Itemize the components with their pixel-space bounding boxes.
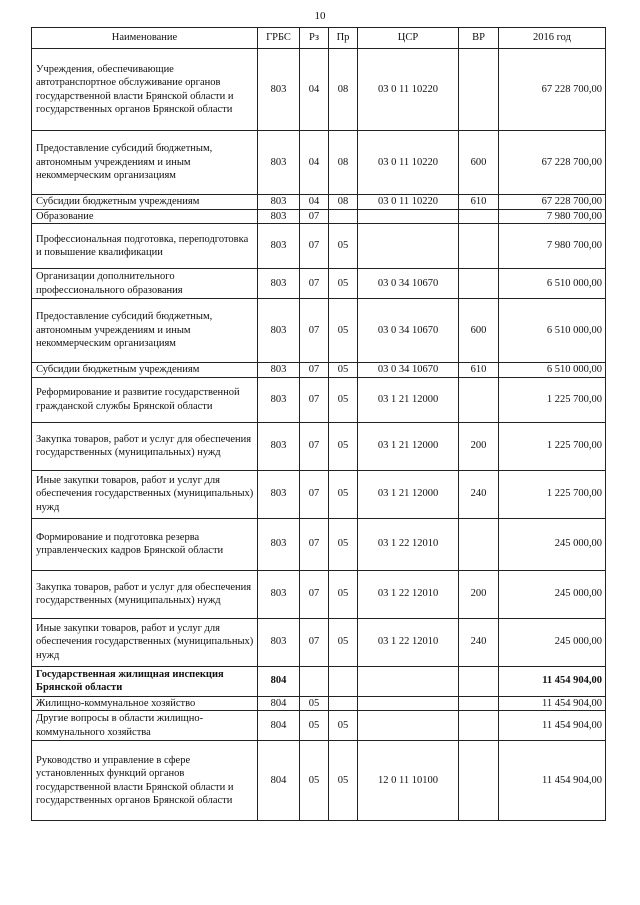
header-vr: ВР [459,28,499,49]
cell-grbs: 803 [258,269,300,299]
table-header-row [32,28,606,49]
cell-grbs: 803 [258,299,300,363]
cell-csr: 03 1 22 12010 [358,570,459,618]
table-row [32,666,606,696]
cell-grbs: 803 [258,131,300,195]
cell-pr: 08 [329,195,358,210]
table-row [32,470,606,518]
cell-name: Иные закупки товаров, работ и услуг для обеспечения государственных (муниципальных) нужд [32,470,258,518]
cell-rz: 05 [300,711,329,741]
cell-sum: 11 454 904,00 [499,696,606,711]
cell-name: Другие вопросы в области жилищно-коммунального хозяйства [32,711,258,741]
cell-name: Предоставление субсидий бюджетным, автономным учреждениям и иным некоммерческим организациям [32,131,258,195]
cell-csr: 12 0 11 10100 [358,741,459,821]
header-name: Наименование [32,28,258,49]
table-row [32,696,606,711]
cell-csr: 03 1 22 12010 [358,518,459,570]
cell-name: Жилищно-коммунальное хозяйство [32,696,258,711]
cell-vr [459,269,499,299]
header-pr: Пр [329,28,358,49]
cell-grbs: 803 [258,470,300,518]
table-row [32,618,606,666]
cell-grbs: 804 [258,696,300,711]
cell-rz: 07 [300,518,329,570]
cell-pr: 05 [329,299,358,363]
cell-rz: 04 [300,131,329,195]
table-row [32,741,606,821]
cell-name: Учреждения, обеспечивающие автотранспортное обслуживание органов государственной власти Брянской области и государственных органов Брянской области [32,49,258,131]
cell-csr: 03 1 21 12000 [358,377,459,422]
table-body [32,49,606,821]
cell-name: Организации дополнительного профессионального образования [32,269,258,299]
cell-grbs: 804 [258,741,300,821]
cell-csr: 03 0 34 10670 [358,299,459,363]
page-number: 10 [314,10,326,22]
cell-pr: 05 [329,570,358,618]
cell-pr: 05 [329,618,358,666]
cell-rz: 04 [300,195,329,210]
cell-vr: 600 [459,299,499,363]
cell-csr [358,696,459,711]
cell-sum: 1 225 700,00 [499,470,606,518]
table-row [32,269,606,299]
cell-pr: 05 [329,470,358,518]
cell-vr: 200 [459,570,499,618]
cell-pr [329,696,358,711]
cell-csr: 03 1 21 12000 [358,422,459,470]
cell-rz: 07 [300,470,329,518]
cell-vr: 240 [459,618,499,666]
cell-rz: 07 [300,422,329,470]
cell-name: Предоставление субсидий бюджетным, автономным учреждениям и иным некоммерческим организациям [32,299,258,363]
cell-grbs: 803 [258,618,300,666]
table-row [32,224,606,269]
cell-rz: 07 [300,618,329,666]
cell-pr: 05 [329,711,358,741]
cell-name: Закупка товаров, работ и услуг для обеспечения государственных (муниципальных) нужд [32,570,258,618]
cell-grbs: 803 [258,570,300,618]
cell-name: Формирование и подготовка резерва управленческих кадров Брянской области [32,518,258,570]
cell-rz: 07 [300,209,329,224]
cell-pr: 05 [329,741,358,821]
cell-grbs: 803 [258,224,300,269]
cell-csr: 03 1 22 12010 [358,618,459,666]
cell-grbs: 803 [258,377,300,422]
cell-pr: 08 [329,49,358,131]
cell-sum: 7 980 700,00 [499,224,606,269]
cell-csr: 03 0 11 10220 [358,131,459,195]
cell-csr: 03 0 11 10220 [358,49,459,131]
cell-sum: 245 000,00 [499,518,606,570]
cell-sum: 67 228 700,00 [499,49,606,131]
cell-vr [459,49,499,131]
cell-name: Субсидии бюджетным учреждениям [32,195,258,210]
cell-sum: 67 228 700,00 [499,195,606,210]
cell-csr: 03 0 11 10220 [358,195,459,210]
cell-vr [459,209,499,224]
cell-name: Образование [32,209,258,224]
cell-sum: 11 454 904,00 [499,741,606,821]
cell-vr: 610 [459,363,499,378]
cell-sum: 245 000,00 [499,618,606,666]
cell-sum: 6 510 000,00 [499,269,606,299]
cell-sum: 11 454 904,00 [499,711,606,741]
cell-sum: 6 510 000,00 [499,363,606,378]
cell-vr: 200 [459,422,499,470]
cell-grbs: 803 [258,518,300,570]
cell-vr [459,741,499,821]
cell-vr [459,224,499,269]
header-rz: Рз [300,28,329,49]
cell-pr: 05 [329,269,358,299]
cell-vr: 610 [459,195,499,210]
table-row [32,422,606,470]
cell-grbs: 804 [258,711,300,741]
table-row [32,711,606,741]
cell-rz: 07 [300,269,329,299]
cell-pr [329,209,358,224]
cell-vr: 600 [459,131,499,195]
cell-rz: 04 [300,49,329,131]
cell-csr [358,209,459,224]
header-grbs: ГРБС [258,28,300,49]
cell-name: Профессиональная подготовка, переподготовка и повышение квалификации [32,224,258,269]
cell-grbs: 803 [258,195,300,210]
cell-csr: 03 1 21 12000 [358,470,459,518]
cell-csr [358,666,459,696]
cell-csr: 03 0 34 10670 [358,363,459,378]
cell-grbs: 803 [258,363,300,378]
cell-vr [459,696,499,711]
cell-pr: 05 [329,224,358,269]
cell-rz: 05 [300,741,329,821]
cell-csr: 03 0 34 10670 [358,269,459,299]
table-row [32,570,606,618]
cell-pr: 05 [329,422,358,470]
cell-pr: 08 [329,131,358,195]
cell-name: Реформирование и развитие государственной гражданской службы Брянской области [32,377,258,422]
header-csr: ЦСР [358,28,459,49]
table-row [32,363,606,378]
cell-sum: 11 454 904,00 [499,666,606,696]
cell-name: Государственная жилищная инспекция Брянской области [32,666,258,696]
cell-grbs: 803 [258,49,300,131]
cell-sum: 1 225 700,00 [499,377,606,422]
cell-grbs: 804 [258,666,300,696]
cell-name: Руководство и управление в сфере установленных функций органов государственной власти Брянской области и государственных органов Брянской области [32,741,258,821]
cell-grbs: 803 [258,422,300,470]
table-row [32,195,606,210]
cell-vr [459,711,499,741]
cell-sum: 6 510 000,00 [499,299,606,363]
cell-vr [459,666,499,696]
cell-rz: 07 [300,570,329,618]
cell-pr: 05 [329,363,358,378]
cell-name: Иные закупки товаров, работ и услуг для обеспечения государственных (муниципальных) нужд [32,618,258,666]
budget-table [31,27,606,821]
cell-name: Закупка товаров, работ и услуг для обеспечения государственных (муниципальных) нужд [32,422,258,470]
table-row [32,518,606,570]
cell-pr: 05 [329,377,358,422]
cell-pr [329,666,358,696]
cell-csr [358,711,459,741]
cell-vr [459,518,499,570]
cell-sum: 1 225 700,00 [499,422,606,470]
cell-csr [358,224,459,269]
cell-grbs: 803 [258,209,300,224]
table-row [32,299,606,363]
cell-sum: 245 000,00 [499,570,606,618]
table-row [32,49,606,131]
header-sum: 2016 год [499,28,606,49]
cell-name: Субсидии бюджетным учреждениям [32,363,258,378]
table-row [32,131,606,195]
cell-sum: 67 228 700,00 [499,131,606,195]
cell-rz: 07 [300,299,329,363]
table-row [32,377,606,422]
cell-pr: 05 [329,518,358,570]
cell-vr [459,377,499,422]
cell-sum: 7 980 700,00 [499,209,606,224]
cell-rz: 05 [300,696,329,711]
table-row [32,209,606,224]
cell-rz: 07 [300,363,329,378]
cell-rz: 07 [300,224,329,269]
cell-vr: 240 [459,470,499,518]
cell-rz [300,666,329,696]
cell-rz: 07 [300,377,329,422]
